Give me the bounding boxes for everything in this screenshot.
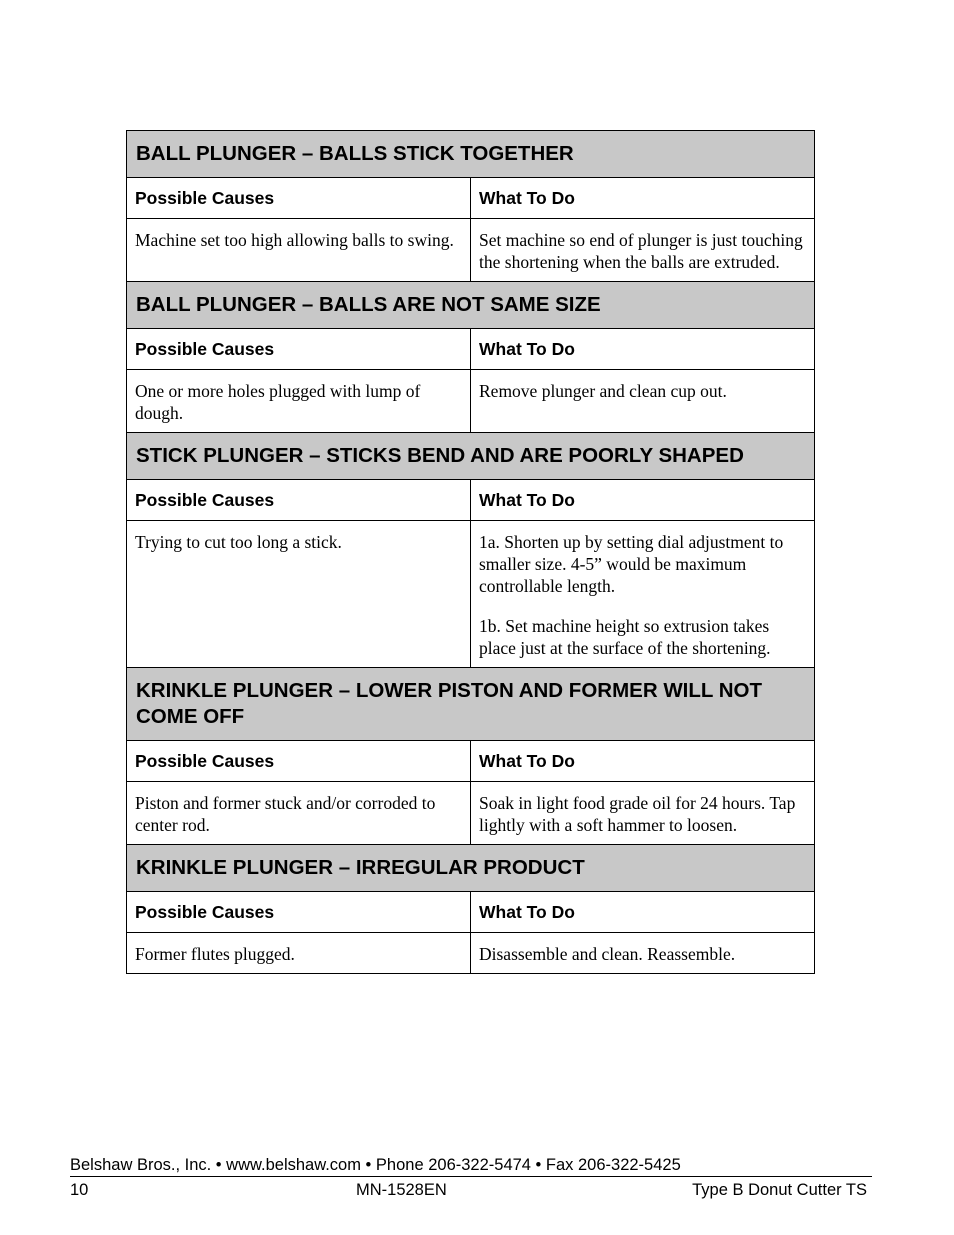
section-title: KRINKLE PLUNGER – LOWER PISTON AND FORMER WILL NOT COME OFF [127,668,815,741]
what-to-do-header: What To Do [471,178,815,219]
cause-text: Former flutes plugged. [135,944,295,964]
action-text: 1b. Set machine height so extrusion takes place just at the surface of the shortening. [479,616,771,658]
possible-causes-header: Possible Causes [127,892,471,933]
possible-causes-header: Possible Causes [127,480,471,521]
page-footer [70,1155,872,1201]
footer-company-line: Belshaw Bros., Inc. • www.belshaw.com • Phone 206-322-5474 • Fax 206-322-5425 [70,1155,872,1177]
section-header-row [127,282,815,329]
action-cell [471,521,815,668]
column-header-row [127,892,815,933]
what-to-do-header: What To Do [471,480,815,521]
section-title: BALL PLUNGER – BALLS ARE NOT SAME SIZE [127,282,815,329]
section-title: KRINKLE PLUNGER – IRREGULAR PRODUCT [127,845,815,892]
table-row [127,782,815,845]
table-row [127,933,815,974]
cause-cell [127,782,471,845]
action-text: Disassemble and clean. Reassemble. [479,944,736,964]
what-to-do-header: What To Do [471,741,815,782]
cause-cell [127,370,471,433]
section-header-row [127,845,815,892]
document-title: Type B Donut Cutter TS [692,1181,867,1199]
table-row [127,219,815,282]
column-header-row [127,741,815,782]
troubleshooting-table-body [127,131,815,974]
action-text: Remove plunger and clean cup out. [479,381,727,401]
action-text: 1a. Shorten up by setting dial adjustment to smaller size. 4-5” would be maximum controllable length. [479,532,784,596]
what-to-do-header: What To Do [471,892,815,933]
cause-cell [127,219,471,282]
possible-causes-header: Possible Causes [127,329,471,370]
table-row [127,521,815,668]
action-cell [471,782,815,845]
column-header-row [127,480,815,521]
what-to-do-header: What To Do [471,329,815,370]
document-number: MN-1528EN [356,1181,447,1199]
column-header-row [127,178,815,219]
troubleshooting-table [126,130,815,974]
cause-text: Piston and former stuck and/or corroded to center rod. [135,793,436,835]
cause-text: Machine set too high allowing balls to swing. [135,230,454,250]
section-header-row [127,433,815,480]
cause-text: One or more holes plugged with lump of dough. [135,381,421,423]
column-header-row [127,329,815,370]
page-number: 10 [70,1181,89,1199]
cause-cell [127,521,471,668]
section-title: STICK PLUNGER – STICKS BEND AND ARE POORLY SHAPED [127,433,815,480]
footer-bottom-line [70,1177,872,1201]
action-cell [471,370,815,433]
section-header-row [127,668,815,741]
action-text: Soak in light food grade oil for 24 hours. Tap lightly with a soft hammer to loosen. [479,793,796,835]
possible-causes-header: Possible Causes [127,741,471,782]
section-title: BALL PLUNGER – BALLS STICK TOGETHER [127,131,815,178]
section-header-row [127,131,815,178]
cause-text: Trying to cut too long a stick. [135,532,342,552]
cause-cell [127,933,471,974]
action-cell [471,219,815,282]
action-text: Set machine so end of plunger is just touching the shortening when the balls are extruded. [479,230,803,272]
action-cell [471,933,815,974]
possible-causes-header: Possible Causes [127,178,471,219]
table-row [127,370,815,433]
